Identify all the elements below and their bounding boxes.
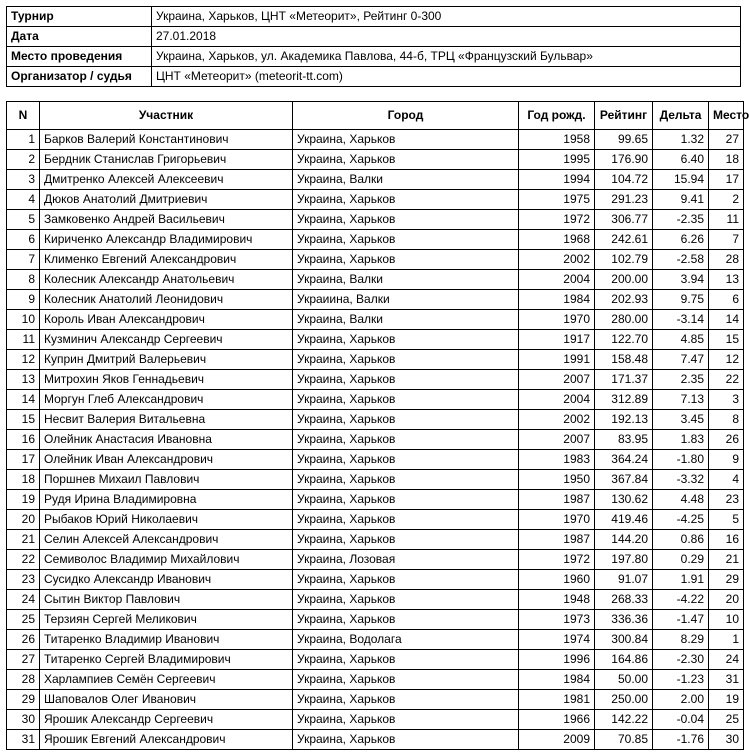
cell-participant: Поршнев Михаил Павлович [40, 470, 293, 490]
cell-delta: 6.26 [653, 230, 709, 250]
cell-number: 6 [7, 230, 40, 250]
cell-rating: 306.77 [595, 210, 653, 230]
table-row [7, 330, 744, 350]
info-row [7, 47, 741, 67]
table-row [7, 650, 744, 670]
cell-participant: Митрохин Яков Геннадьевич [40, 370, 293, 390]
cell-number: 5 [7, 210, 40, 230]
cell-city: Украина, Харьков [293, 210, 519, 230]
cell-birth-year: 1981 [519, 690, 595, 710]
cell-participant: Колесник Анатолий Леонидович [40, 290, 293, 310]
cell-rating: 192.13 [595, 410, 653, 430]
cell-number: 7 [7, 250, 40, 270]
column-header-birth-year: Год рожд. [519, 102, 595, 130]
cell-number: 9 [7, 290, 40, 310]
cell-rating: 419.46 [595, 510, 653, 530]
cell-number: 29 [7, 690, 40, 710]
cell-city: Украина, Харьков [293, 410, 519, 430]
results-body [7, 130, 744, 750]
cell-participant: Король Иван Александрович [40, 310, 293, 330]
cell-city: Украина, Харьков [293, 650, 519, 670]
cell-number: 28 [7, 670, 40, 690]
column-header-rating: Рейтинг [595, 102, 653, 130]
cell-birth-year: 1972 [519, 210, 595, 230]
cell-participant: Кузминич Александр Сергеевич [40, 330, 293, 350]
tournament-info-body [7, 7, 741, 87]
cell-rating: 50.00 [595, 670, 653, 690]
cell-city: Украина, Харьков [293, 530, 519, 550]
cell-number: 20 [7, 510, 40, 530]
cell-birth-year: 1972 [519, 550, 595, 570]
table-row [7, 230, 744, 250]
column-header-place: Место [709, 102, 744, 130]
info-label: Организатор / судья [7, 67, 152, 87]
cell-place: 12 [709, 350, 744, 370]
cell-participant: Бердник Станислав Григорьевич [40, 150, 293, 170]
cell-participant: Дюков Анатолий Дмитриевич [40, 190, 293, 210]
cell-birth-year: 1948 [519, 590, 595, 610]
cell-birth-year: 1968 [519, 230, 595, 250]
table-row [7, 430, 744, 450]
cell-rating: 130.62 [595, 490, 653, 510]
cell-number: 15 [7, 410, 40, 430]
table-row [7, 450, 744, 470]
table-row [7, 470, 744, 490]
cell-number: 13 [7, 370, 40, 390]
table-row [7, 690, 744, 710]
cell-city: Украиина, Валки [293, 290, 519, 310]
cell-delta: 15.94 [653, 170, 709, 190]
cell-place: 24 [709, 650, 744, 670]
cell-city: Украина, Харьков [293, 590, 519, 610]
cell-participant: Моргун Глеб Александрович [40, 390, 293, 410]
cell-delta: 6.40 [653, 150, 709, 170]
cell-participant: Семиволос Владимир Михайлович [40, 550, 293, 570]
cell-place: 22 [709, 370, 744, 390]
table-row [7, 290, 744, 310]
cell-delta: -1.76 [653, 730, 709, 750]
cell-rating: 176.90 [595, 150, 653, 170]
cell-delta: 8.29 [653, 630, 709, 650]
cell-delta: 3.45 [653, 410, 709, 430]
cell-participant: Селин Алексей Александрович [40, 530, 293, 550]
cell-city: Украина, Харьков [293, 670, 519, 690]
cell-birth-year: 1991 [519, 350, 595, 370]
cell-participant: Рудя Ирина Владимировна [40, 490, 293, 510]
cell-place: 23 [709, 490, 744, 510]
table-row [7, 130, 744, 150]
cell-city: Украина, Харьков [293, 230, 519, 250]
cell-number: 25 [7, 610, 40, 630]
cell-rating: 91.07 [595, 570, 653, 590]
cell-city: Украина, Харьков [293, 570, 519, 590]
table-row [7, 210, 744, 230]
cell-delta: 3.94 [653, 270, 709, 290]
cell-delta: -2.30 [653, 650, 709, 670]
cell-birth-year: 1950 [519, 470, 595, 490]
cell-number: 23 [7, 570, 40, 590]
cell-number: 11 [7, 330, 40, 350]
info-label: Турнир [7, 7, 152, 27]
cell-place: 31 [709, 670, 744, 690]
cell-birth-year: 1975 [519, 190, 595, 210]
cell-city: Украина, Харьков [293, 190, 519, 210]
cell-delta: 9.41 [653, 190, 709, 210]
cell-number: 26 [7, 630, 40, 650]
table-row [7, 530, 744, 550]
cell-participant: Титаренко Сергей Владимирович [40, 650, 293, 670]
cell-rating: 142.22 [595, 710, 653, 730]
cell-city: Украина, Харьков [293, 610, 519, 630]
cell-city: Украина, Лозовая [293, 550, 519, 570]
cell-place: 11 [709, 210, 744, 230]
table-row [7, 310, 744, 330]
cell-city: Украина, Харьков [293, 330, 519, 350]
table-row [7, 190, 744, 210]
table-row [7, 270, 744, 290]
cell-place: 15 [709, 330, 744, 350]
info-value: ЦНТ «Метеорит» (meteorit-tt.com) [152, 67, 741, 87]
cell-participant: Олейник Анастасия Ивановна [40, 430, 293, 450]
cell-rating: 202.93 [595, 290, 653, 310]
table-row [7, 370, 744, 390]
cell-rating: 268.33 [595, 590, 653, 610]
cell-participant: Ярошик Александр Сергеевич [40, 710, 293, 730]
cell-number: 24 [7, 590, 40, 610]
cell-rating: 364.24 [595, 450, 653, 470]
cell-place: 28 [709, 250, 744, 270]
cell-delta: 2.00 [653, 690, 709, 710]
cell-participant: Рыбаков Юрий Николаевич [40, 510, 293, 530]
cell-rating: 122.70 [595, 330, 653, 350]
cell-city: Украина, Харьков [293, 470, 519, 490]
cell-city: Украина, Харьков [293, 250, 519, 270]
cell-birth-year: 1917 [519, 330, 595, 350]
cell-city: Украина, Валки [293, 310, 519, 330]
cell-birth-year: 1973 [519, 610, 595, 630]
cell-place: 9 [709, 450, 744, 470]
table-row [7, 570, 744, 590]
tournament-info-table [6, 6, 741, 87]
cell-participant: Замковенко Андрей Васильевич [40, 210, 293, 230]
cell-birth-year: 1970 [519, 510, 595, 530]
cell-rating: 291.23 [595, 190, 653, 210]
cell-participant: Шаповалов Олег Иванович [40, 690, 293, 710]
cell-birth-year: 1983 [519, 450, 595, 470]
cell-city: Украина, Харьков [293, 390, 519, 410]
cell-number: 19 [7, 490, 40, 510]
cell-participant: Сытин Виктор Павлович [40, 590, 293, 610]
cell-city: Украина, Харьков [293, 690, 519, 710]
cell-city: Украина, Харьков [293, 350, 519, 370]
info-label: Место проведения [7, 47, 152, 67]
cell-number: 1 [7, 130, 40, 150]
cell-birth-year: 2004 [519, 270, 595, 290]
cell-rating: 336.36 [595, 610, 653, 630]
cell-birth-year: 1994 [519, 170, 595, 190]
results-table [6, 101, 749, 750]
cell-birth-year: 2004 [519, 390, 595, 410]
cell-birth-year: 1996 [519, 650, 595, 670]
cell-delta: 1.32 [653, 130, 709, 150]
cell-place: 3 [709, 390, 744, 410]
cell-birth-year: 2002 [519, 250, 595, 270]
cell-birth-year: 1970 [519, 310, 595, 330]
cell-participant: Несвит Валерия Витальевна [40, 410, 293, 430]
cell-birth-year: 2007 [519, 430, 595, 450]
table-row [7, 670, 744, 690]
cell-rating: 83.95 [595, 430, 653, 450]
cell-birth-year: 1960 [519, 570, 595, 590]
cell-rating: 312.89 [595, 390, 653, 410]
cell-rating: 250.00 [595, 690, 653, 710]
cell-rating: 99.65 [595, 130, 653, 150]
cell-place: 26 [709, 430, 744, 450]
cell-participant: Олейник Иван Александрович [40, 450, 293, 470]
results-header-row [7, 102, 744, 130]
cell-place: 16 [709, 530, 744, 550]
table-row [7, 590, 744, 610]
cell-city: Украина, Водолага [293, 630, 519, 650]
cell-delta: -1.23 [653, 670, 709, 690]
cell-place: 20 [709, 590, 744, 610]
cell-rating: 158.48 [595, 350, 653, 370]
table-row [7, 250, 744, 270]
cell-delta: 1.91 [653, 570, 709, 590]
cell-birth-year: 1995 [519, 150, 595, 170]
info-row [7, 27, 741, 47]
cell-birth-year: 2009 [519, 730, 595, 750]
cell-delta: 2.35 [653, 370, 709, 390]
table-row [7, 550, 744, 570]
cell-place: 30 [709, 730, 744, 750]
cell-delta: -0.04 [653, 710, 709, 730]
cell-city: Украина, Харьков [293, 130, 519, 150]
cell-number: 4 [7, 190, 40, 210]
cell-number: 21 [7, 530, 40, 550]
cell-participant: Терзиян Сергей Меликович [40, 610, 293, 630]
cell-place: 5 [709, 510, 744, 530]
table-row [7, 510, 744, 530]
cell-birth-year: 1958 [519, 130, 595, 150]
cell-place: 8 [709, 410, 744, 430]
cell-delta: -2.35 [653, 210, 709, 230]
cell-number: 22 [7, 550, 40, 570]
cell-city: Украина, Харьков [293, 510, 519, 530]
cell-rating: 171.37 [595, 370, 653, 390]
cell-participant: Колесник Александр Анатольевич [40, 270, 293, 290]
table-row [7, 610, 744, 630]
cell-birth-year: 1974 [519, 630, 595, 650]
cell-rating: 102.79 [595, 250, 653, 270]
column-header-city: Город [293, 102, 519, 130]
cell-place: 21 [709, 550, 744, 570]
table-row [7, 490, 744, 510]
cell-delta: 0.86 [653, 530, 709, 550]
cell-rating: 242.61 [595, 230, 653, 250]
table-row [7, 350, 744, 370]
cell-place: 25 [709, 710, 744, 730]
table-row [7, 730, 744, 750]
cell-delta: -4.25 [653, 510, 709, 530]
cell-participant: Харлампиев Семён Сергеевич [40, 670, 293, 690]
cell-rating: 144.20 [595, 530, 653, 550]
cell-participant: Ярошик Евгений Александрович [40, 730, 293, 750]
cell-number: 14 [7, 390, 40, 410]
cell-number: 27 [7, 650, 40, 670]
cell-delta: -3.14 [653, 310, 709, 330]
cell-participant: Барков Валерий Константинович [40, 130, 293, 150]
cell-birth-year: 1966 [519, 710, 595, 730]
cell-rating: 197.80 [595, 550, 653, 570]
table-row [7, 710, 744, 730]
cell-rating: 300.84 [595, 630, 653, 650]
cell-place: 19 [709, 690, 744, 710]
cell-place: 7 [709, 230, 744, 250]
cell-birth-year: 1987 [519, 490, 595, 510]
table-row [7, 170, 744, 190]
cell-participant: Куприн Дмитрий Валерьевич [40, 350, 293, 370]
cell-place: 1 [709, 630, 744, 650]
cell-number: 12 [7, 350, 40, 370]
cell-participant: Клименко Евгений Александрович [40, 250, 293, 270]
cell-delta: -1.80 [653, 450, 709, 470]
cell-number: 17 [7, 450, 40, 470]
cell-rating: 200.00 [595, 270, 653, 290]
cell-participant: Дмитренко Алексей Алексеевич [40, 170, 293, 190]
cell-city: Украина, Харьков [293, 370, 519, 390]
cell-rating: 164.86 [595, 650, 653, 670]
cell-participant: Сусидко Александр Иванович [40, 570, 293, 590]
cell-number: 8 [7, 270, 40, 290]
cell-place: 29 [709, 570, 744, 590]
cell-delta: 9.75 [653, 290, 709, 310]
table-row [7, 390, 744, 410]
cell-number: 2 [7, 150, 40, 170]
cell-rating: 280.00 [595, 310, 653, 330]
cell-delta: -3.32 [653, 470, 709, 490]
cell-delta: -2.58 [653, 250, 709, 270]
table-row [7, 410, 744, 430]
cell-place: 10 [709, 610, 744, 630]
cell-birth-year: 2007 [519, 370, 595, 390]
cell-place: 27 [709, 130, 744, 150]
cell-delta: 0.29 [653, 550, 709, 570]
cell-city: Украина, Валки [293, 170, 519, 190]
cell-number: 16 [7, 430, 40, 450]
cell-rating: 70.85 [595, 730, 653, 750]
cell-city: Украина, Харьков [293, 430, 519, 450]
cell-delta: 4.48 [653, 490, 709, 510]
cell-city: Украина, Харьков [293, 490, 519, 510]
info-value: 27.01.2018 [152, 27, 741, 47]
cell-number: 10 [7, 310, 40, 330]
cell-city: Украина, Харьков [293, 730, 519, 750]
cell-delta: -1.47 [653, 610, 709, 630]
column-header-participant: Участник [40, 102, 293, 130]
cell-city: Украина, Харьков [293, 150, 519, 170]
cell-place: 2 [709, 190, 744, 210]
cell-delta: 7.13 [653, 390, 709, 410]
cell-place: 18 [709, 150, 744, 170]
cell-number: 31 [7, 730, 40, 750]
cell-rating: 104.72 [595, 170, 653, 190]
cell-city: Украина, Харьков [293, 450, 519, 470]
cell-delta: -4.22 [653, 590, 709, 610]
cell-place: 4 [709, 470, 744, 490]
cell-place: 6 [709, 290, 744, 310]
cell-participant: Титаренко Владимир Иванович [40, 630, 293, 650]
cell-place: 13 [709, 270, 744, 290]
info-value: Украина, Харьков, ул. Академика Павлова, 44-б, ТРЦ «Французский Бульвар» [152, 47, 741, 67]
cell-birth-year: 1984 [519, 290, 595, 310]
cell-birth-year: 2002 [519, 410, 595, 430]
cell-delta: 1.83 [653, 430, 709, 450]
cell-place: 17 [709, 170, 744, 190]
cell-place: 14 [709, 310, 744, 330]
info-row [7, 67, 741, 87]
info-value: Украина, Харьков, ЦНТ «Метеорит», Рейтинг 0-300 [152, 7, 741, 27]
column-header-delta: Дельта [653, 102, 709, 130]
cell-number: 3 [7, 170, 40, 190]
column-header-n: N [7, 102, 40, 130]
cell-number: 18 [7, 470, 40, 490]
cell-city: Украина, Валки [293, 270, 519, 290]
table-row [7, 630, 744, 650]
table-row [7, 150, 744, 170]
info-row [7, 7, 741, 27]
cell-birth-year: 1987 [519, 530, 595, 550]
cell-delta: 4.85 [653, 330, 709, 350]
cell-city: Украина, Харьков [293, 710, 519, 730]
cell-participant: Кириченко Александр Владимирович [40, 230, 293, 250]
cell-birth-year: 1984 [519, 670, 595, 690]
cell-rating: 367.84 [595, 470, 653, 490]
cell-delta: 7.47 [653, 350, 709, 370]
cell-number: 30 [7, 710, 40, 730]
info-label: Дата [7, 27, 152, 47]
